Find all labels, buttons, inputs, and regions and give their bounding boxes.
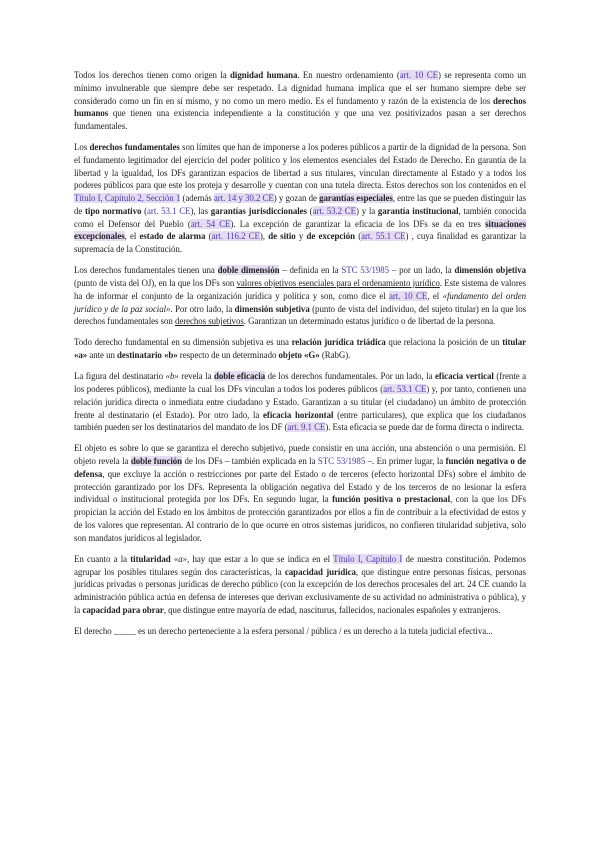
paragraph — [74, 141, 526, 256]
text-run: El objeto es sobre lo que se garantiza el derecho subjetivo, puede consistir en una acción, una abstención o una permisión. El objeto revela la — [74, 443, 526, 467]
legal-reference: STC 53/1985 — [341, 265, 390, 276]
italic-text: «a» — [173, 553, 188, 564]
text-run: Todos los derechos tienen como origen la — [74, 70, 231, 80]
text-run: de los derechos fundamentales. Por un lado, la — [265, 371, 435, 382]
text-run: y — [295, 231, 307, 242]
text-run: – por un lado, la — [389, 265, 455, 276]
bold-term: dimensión objetiva — [454, 265, 526, 276]
text-run: (además — [180, 193, 214, 204]
text-run: La figura del destinatario — [74, 371, 166, 382]
legal-reference: STC 53/1985 — [317, 456, 366, 467]
document-body — [74, 69, 526, 646]
legal-reference: art. 54 CE — [190, 218, 231, 229]
text-run: , que excluye la acción o restricciones por parte del Estado o de terceros (efecto horizontal DFs) sobre el ámbito de protección garantizado por los DFs. Representa la obligación negativa del Estado y de los terceros de no lesionar la esfera individual o institucional protegida por los DFs. En segundo lugar, la — [74, 468, 526, 505]
text-run: (frente a los poderes públicos), mediante la cual los DFs vinculan a todos los poderes públicos ( — [74, 371, 527, 395]
legal-reference: art. 55.1 CE — [361, 231, 406, 242]
text-run: – definida en la — [279, 265, 342, 276]
paragraph — [74, 336, 526, 362]
text-run: ( — [306, 205, 313, 216]
bold-term: función negativa o de defensa — [74, 456, 527, 479]
bold-term: garantías jurisdiccionales — [210, 205, 307, 216]
paragraph — [74, 442, 526, 544]
bold-term: objeto «G» — [278, 350, 320, 361]
text-run: El derecho _____ es un derecho perteneciente a la esfera personal / pública / es un derecho a la tutela judicial efectiva... — [74, 625, 493, 636]
legal-reference: art. 53.1 CE — [383, 384, 427, 395]
legal-reference: Título I, Capítulo 2, Sección 1 — [74, 193, 181, 204]
text-run: , hay que estar a lo que se indica en el — [187, 553, 334, 564]
text-run: ) y la — [356, 205, 378, 216]
text-run: (entre particulares), que explica que los ciudadanos también pueden ser los destinatarios del mandato de los DF ( — [74, 409, 526, 433]
legal-reference: art. 53.1 CE — [147, 205, 191, 216]
paragraph — [74, 625, 526, 638]
paragraph — [74, 370, 526, 434]
legal-reference: art. 10 CE — [389, 290, 428, 301]
italic-text: «b» — [165, 371, 179, 382]
paragraph — [74, 553, 526, 617]
bold-term: doble función — [130, 456, 183, 467]
bold-term: eficacia horizontal — [263, 409, 334, 420]
italic-text: «fundamento del orden jurídico y de la paz social» — [74, 290, 527, 314]
text-run: ante un — [87, 350, 118, 361]
bold-term: derechos fundamentales — [89, 142, 180, 153]
bold-term: dignidad humana — [230, 70, 298, 80]
bold-term: de excepción — [306, 231, 355, 242]
legal-reference: art. 116.2 CE — [211, 231, 260, 242]
text-run: Los derechos fundamentales tienen una — [74, 265, 218, 276]
bold-term: eficacia vertical — [434, 371, 494, 382]
text-run: , que distingue entre mayoría de edad, nasciturus, fallecidos, nacionales españoles y extranjeros. — [163, 604, 501, 615]
bold-term: titular «a» — [74, 337, 526, 361]
bold-term: titularidad — [130, 553, 171, 564]
bold-term: dimensión subjetiva — [234, 303, 310, 314]
text-run: En cuanto a la — [74, 553, 131, 564]
text-run: ). La excepción de garantizar la eficacia de los DFs se da en tres — [230, 218, 486, 229]
bold-term: destinatario «b» — [117, 350, 178, 361]
paragraph — [74, 264, 526, 328]
text-run: ). Esta eficacia se puede dar de forma directa o indirecta. — [325, 422, 524, 433]
text-run: son límites que han de imponerse a los poderes públicos a partir de la dignidad de la persona. Son el fundamento legitimador del ejercicio del poder político y los elementos esenciales del Estado de Derecho. En garantía de la libertad y la igualdad, los DFs garantizan espacios de libertad a sus titulares, vinculan directamente al Estado y a todos los poderes públicos para que este los proteja y desarrolle y cuentan con una tutela directa. Estos derechos son los contenidos en el — [74, 142, 526, 191]
text-run: de nuestra constitución. Podemos agrupar los posibles titulares según dos características, la — [74, 553, 526, 577]
text-run: , también conocida como el Defensor del Pueblo ( — [74, 205, 527, 229]
legal-reference: art. 14 y 30.2 CE — [213, 193, 274, 204]
text-run: . Por otro lado, la — [170, 303, 235, 314]
bold-term: situaciones excepcionales — [74, 218, 526, 242]
text-run: que tienen una existencia independiente a la constitución y que una vez positivizados pasan a ser derechos fundamentales. — [74, 108, 526, 131]
bold-term: de sitio — [268, 231, 296, 242]
bold-term: tipo normativo — [85, 205, 142, 216]
text-run: (punto de vista del OJ), en la que los DFs son — [74, 278, 237, 289]
text-run: . Este sistema de valores ha de informar el conjunto de la organización jurídica y política y son, como dice el — [74, 278, 527, 301]
legal-reference: Título I, Capítulo I — [333, 553, 403, 564]
text-run: –. En primer lugar, la — [365, 456, 446, 467]
bold-term: derechos humanos — [74, 95, 526, 119]
text-run: ( — [141, 205, 148, 216]
text-run: que relaciona la posición de un — [385, 337, 503, 348]
legal-reference: art. 53.2 CE — [312, 205, 357, 216]
text-run: revela la — [178, 371, 214, 382]
text-run: . En nuestro ordenamiento ( — [297, 70, 400, 80]
text-run: ) y, por tanto, contienen una relación jurídica directa o inmediata entre ciudadano y Estado. Garantizan a su titular (el ciudadano) un ámbito de protección frente al destinatario (el Estado). Por otro lado, la — [74, 384, 526, 420]
underlined-text: derechos subjetivos — [174, 316, 244, 327]
bold-term: doble eficacia — [213, 371, 266, 382]
bold-term: relación jurídica triádica — [291, 337, 386, 348]
text-run: ) , cuya finalidad es garantizar la supremacía de la Constitución. — [74, 231, 526, 255]
text-run: ( — [205, 231, 212, 242]
bold-term: estado de alarma — [139, 231, 206, 242]
bold-term: función positiva o prestacional — [332, 494, 450, 505]
bold-term: doble dimensión — [217, 265, 280, 276]
text-run: ) se representa como un mínimo invulnerable que siempre debe ser respetado. La dignidad humana implica que el ser humano siempre debe ser considerado como un fin en sí mismo, y no como un mero medio. Es el fundamento y razón de la existencia de los — [74, 70, 526, 106]
text-run: Los — [74, 142, 90, 153]
text-run: de los DFs – también explicada en la — [182, 456, 318, 467]
text-run: , con la que los DFs propician la acción del Estado en los ámbitos de protección garantizados por ellos a fin de contribuir a la efectividad de estos y de los valores que representan. Al contrario de lo que ocurre en otros sistemas jurídicos, no confieren titularidad subjetiva, solo son mandatos jurídicos al legislador. — [74, 494, 526, 543]
legal-reference: art. 10 CE — [399, 70, 438, 80]
text-run: ), — [259, 231, 269, 242]
text-run: , el — [124, 231, 140, 242]
text-run: , que distingue entre personas físicas, personas jurídicas privadas o personas jurídicas de derecho público (con la excepción de los derechos procesales del art. 24 CE cuando la administración pública actúa en defensa de intereses que derivan exclusivamente de su actividad no administrativa o pública), y la — [74, 566, 527, 615]
text-run: ( — [355, 231, 362, 242]
text-run: , el — [427, 290, 443, 301]
paragraph — [74, 69, 526, 133]
text-run: . Garantizan un determinado estatus jurídico o de libertad de la persona. — [243, 316, 496, 327]
bold-term: capacidad para obrar — [82, 604, 164, 615]
text-run: respecto de un determinado — [177, 350, 279, 361]
text-run: , entre las que se pueden distinguir las de — [74, 193, 526, 216]
text-run: Todo derecho fundamental en su dimensión subjetiva es una — [74, 337, 292, 348]
underlined-text: valores objetivos esenciales para el ordenamiento jurídico — [236, 278, 440, 289]
text-run: (RabG). — [319, 350, 351, 361]
text-run: ), las — [190, 205, 211, 216]
bold-term: garantía institucional — [377, 205, 459, 216]
text-run: (punto de vista del individuo, del sujeto titular) en la que los derechos fundamentales son — [74, 303, 527, 327]
bold-term: capacidad jurídica — [284, 566, 356, 577]
text-run: ) y gozan de — [273, 193, 320, 204]
legal-reference: art. 9.1 CE — [287, 422, 326, 433]
bold-term: garantías especiales — [319, 193, 393, 204]
